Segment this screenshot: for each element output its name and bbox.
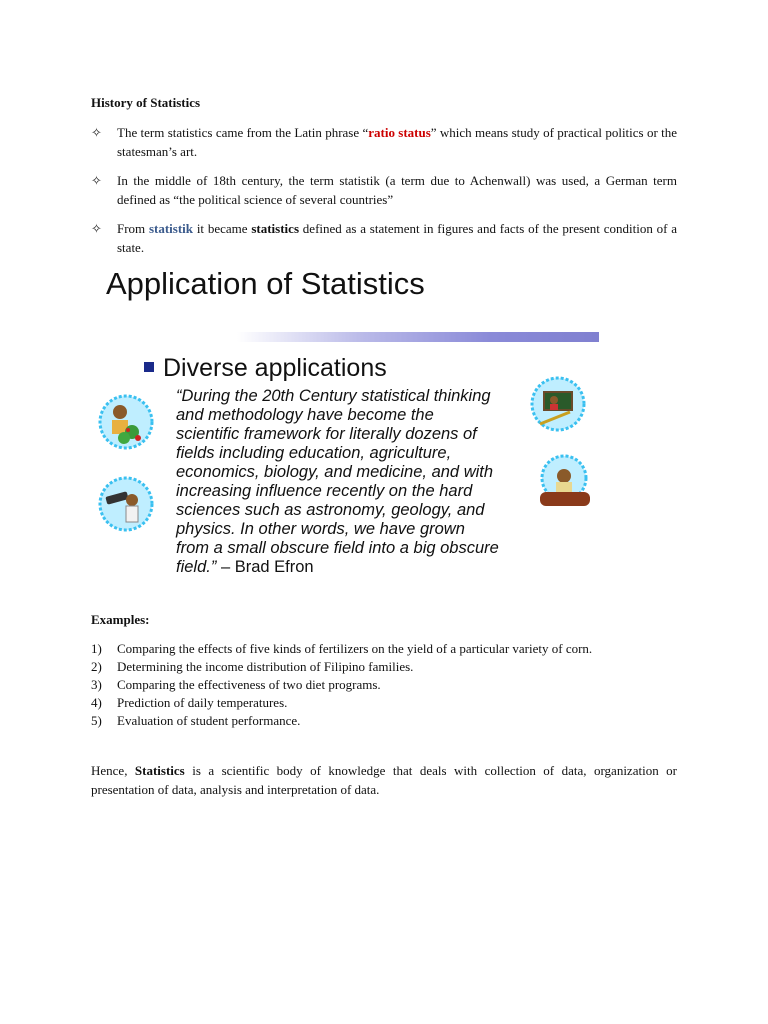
examples-heading: Examples: [91, 612, 150, 627]
bold-term: statistics [251, 221, 300, 236]
classroom-clipart-icon [530, 376, 586, 432]
bold-term: Statistics [134, 763, 185, 778]
list-item: 3) Comparing the effectiveness of two diet programs. [91, 677, 381, 692]
embedded-slide-image [96, 262, 626, 592]
diamond-star-icon: ✧ [91, 173, 102, 188]
telescope-clipart-icon [98, 476, 154, 532]
examples-list [91, 640, 677, 730]
slide-title: Application of Statistics [106, 266, 425, 301]
highlight-term: statistik [148, 221, 194, 236]
history-bullet-list [91, 123, 677, 267]
slide-subtitle: Diverse applications [144, 354, 387, 383]
list-item: 4) Prediction of daily temperatures. [91, 695, 288, 710]
square-bullet-icon [144, 362, 154, 372]
list-item: 5) Evaluation of student performance. [91, 713, 301, 728]
highlight-phrase: ratio status [368, 125, 431, 140]
list-item: 1) Comparing the effects of five kinds of fertilizers on the yield of a particular variety of corn. [91, 641, 593, 656]
conclusion-paragraph: Hence, Statistics is a scientific body of knowledge that deals with collection of data, organization or presentation of data, analysis and interpretation of data. [91, 763, 677, 797]
diamond-star-icon: ✧ [91, 125, 102, 140]
bullet-item: ✧ In the middle of 18th century, the term statistik (a term due to Achenwall) was used, a German term defined as “the political science of several countries” [91, 173, 677, 207]
diamond-star-icon: ✧ [91, 221, 102, 236]
scientist-clipart-icon [536, 454, 592, 510]
list-item: 2) Determining the income distribution of Filipino families. [91, 659, 414, 674]
bullet-item: ✧ From statistik it became statistics defined as a statement in figures and facts of the present condition of a state. [91, 221, 678, 255]
section-heading: History of Statistics [91, 95, 201, 110]
slide-divider [237, 332, 599, 342]
bullet-item: ✧ The term statistics came from the Latin phrase “ratio status” which means study of practical politics or the statesman’s art. [91, 125, 677, 159]
quote-attribution: – Brad Efron [216, 558, 314, 576]
farmer-clipart-icon [98, 394, 154, 450]
slide-quote: “During the 20th Century statistical thinking and methodology have become the scientific framework for literally dozens of fields including education, agriculture, economics, biology, and medicine, and with increasing influence recently on the hard sciences such as astronomy, geology, and physics. In other words, we have grown from a small obscure field into a big obscure field.” – Brad Efron [176, 387, 499, 576]
